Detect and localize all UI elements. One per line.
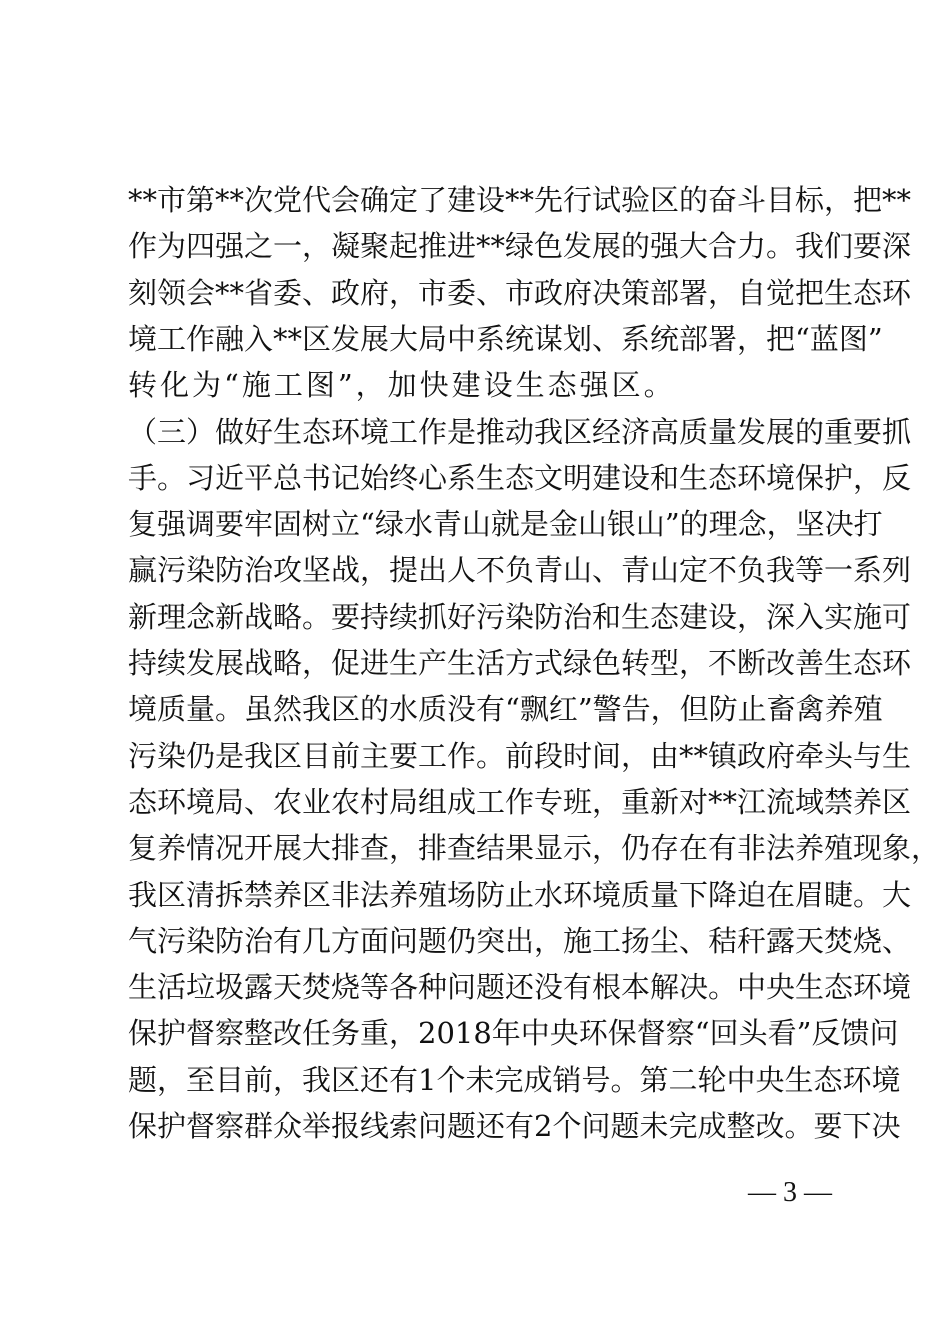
text-line: 污染仍是我区目前主要工作。前段时间，由**镇政府牵头与生 [128, 738, 912, 773]
text-line: 手。习近平总书记始终心系生态文明建设和生态环境保护，反 [128, 460, 912, 495]
text-line: 境质量。虽然我区的水质没有“飘红”警告，但防止畜禽养殖 [128, 692, 883, 727]
text-line: 新理念新战略。要持续抓好污染防治和生态建设，深入实施可 [128, 599, 912, 634]
text-line: **市第**次党代会确定了建设**先行试验区的奋斗目标，把** [128, 183, 912, 217]
text-line: 生活垃圾露天焚烧等各种问题还没有根本解决。中央生态环境 [128, 970, 912, 1005]
text-line: 转化为“施工图”，加快建设生态强区。 [128, 368, 676, 403]
text-line: 气污染防治有几方面问题仍突出，施工扬尘、秸秆露天焚烧、 [128, 923, 912, 958]
text-line: 赢污染防治攻坚战，提出人不负青山、青山定不负我等一系列 [128, 553, 912, 588]
page-number: — 3 — [748, 1177, 832, 1208]
text-line: 题，至目前，我区还有1个未完成销号。第二轮中央生态环境 [128, 1062, 901, 1097]
text-line: 复养情况开展大排查，排查结果显示，仍存在有非法养殖现象， [128, 831, 941, 866]
text-line: 持续发展战略，促进生产生活方式绿色转型，不断改善生态环 [128, 646, 912, 680]
text-line: 刻领会**省委、政府，市委、市政府决策部署，自觉把生态环 [128, 275, 912, 310]
text-line: 境工作融入**区发展大局中系统谋划、系统部署，把“蓝图” [128, 321, 883, 356]
text-line: 作为四强之一，凝聚起推进**绿色发展的强大合力。我们要深 [128, 229, 912, 264]
text-line: 复强调要牢固树立“绿水青山就是金山银山”的理念，坚决打 [128, 507, 883, 542]
text-line: 我区清拆禁养区非法养殖场防止水环境质量下降迫在眉睫。大 [128, 877, 912, 912]
text-line: 态环境局、农业农村局组成工作专班，重新对**江流域禁养区 [128, 784, 912, 819]
text-line: （三）做好生态环境工作是推动我区经济高质量发展的重要抓 [128, 414, 912, 449]
text-line: 保护督察群众举报线索问题还有2个问题未完成整改。要下决 [128, 1109, 901, 1143]
text-line: 保护督察整改任务重，2018年中央环保督察“回头看”反馈问 [128, 1016, 899, 1051]
